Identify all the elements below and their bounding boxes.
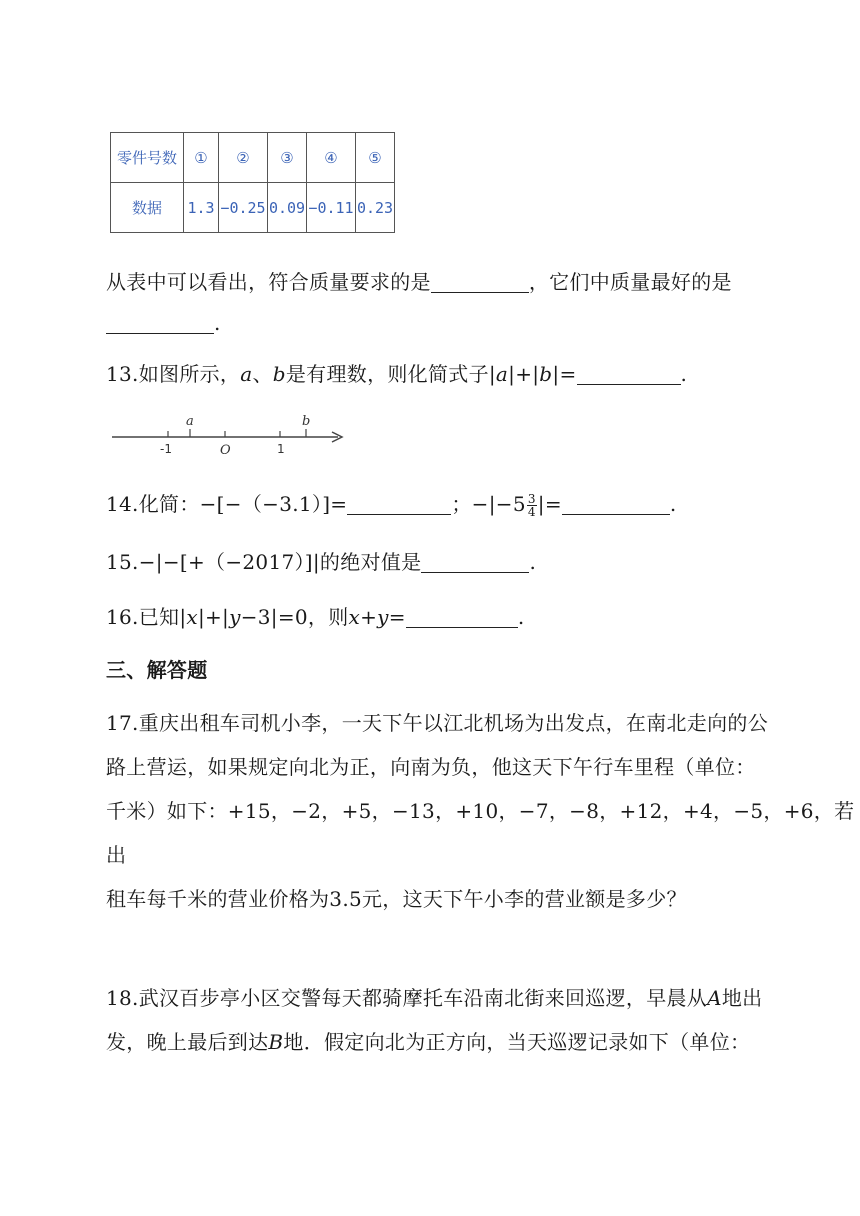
question-16: 16.已知|x|+|y−3|=0，则x+y= . (106, 605, 525, 629)
label-a: a (186, 414, 194, 429)
number-line-figure (110, 410, 350, 458)
table-row (111, 183, 395, 233)
label-b: b (302, 414, 311, 429)
answer-blank[interactable] (562, 513, 670, 515)
table-header-cell: ② (219, 133, 268, 183)
question-17-line: 17.重庆出租车司机小李，一天下午以江北机场为出发点，在南北走向的公 (106, 711, 769, 735)
table-cell: −0.11 (307, 183, 356, 233)
answer-blank[interactable] (431, 291, 529, 293)
parts-data-table (110, 132, 395, 233)
table-header-cell: ① (184, 133, 219, 183)
table-header-cell: 零件号数 (111, 133, 184, 183)
table-header-cell: ④ (307, 133, 356, 183)
table-header-cell: ③ (268, 133, 307, 183)
question-18-line: 18.武汉百步亭小区交警每天都骑摩托车沿南北街来回巡逻，早晨从A地出 (106, 986, 763, 1010)
fraction-three-quarters: $\frac{3}{4}$ (527, 492, 536, 519)
question-17-line: 路上营运，如果规定向北为正，向南为负，他这天下午行车里程（单位： (106, 755, 756, 779)
q12-followup: 从表中可以看出，符合质量要求的是 ，它们中质量最好的是 (106, 270, 732, 294)
answer-blank[interactable] (106, 332, 214, 334)
label-one: 1 (277, 442, 285, 456)
question-17-line: 千米）如下：+15，−2，+5，−13，+10，−7，−8，+12，+4，−5，+6，若出 (106, 799, 855, 867)
table-cell: 数据 (111, 183, 184, 233)
answer-blank[interactable] (347, 513, 451, 515)
answer-blank[interactable] (577, 383, 681, 385)
answer-blank[interactable] (406, 626, 518, 628)
q12-followup-line2: . (106, 303, 221, 343)
question-17 (106, 701, 860, 921)
table-cell: 0.23 (356, 183, 395, 233)
question-17-line: 租车每千米的营业价格为3.5元，这天下午小李的营业额是多少？ (106, 887, 687, 911)
table-header-row (111, 133, 395, 183)
question-14: 14.化简：−[−（−3.1）]= ；−|−5 $\frac{3}{4}$ |= . (106, 492, 677, 519)
table-cell: 0.09 (268, 183, 307, 233)
answer-blank[interactable] (421, 571, 529, 573)
question-15: 15.−|−[+（−2017）]|的绝对值是 . (106, 550, 537, 574)
question-18-line: 发，晚上最后到达B地．假定向北为正方向，当天巡逻记录如下（单位： (106, 1030, 751, 1054)
question-13: 13.如图所示，a、b是有理数，则化简式子|a|+|b|= . (106, 362, 688, 386)
section-heading: 三、解答题 (106, 658, 208, 682)
table-cell: −0.25 (219, 183, 268, 233)
table-header-cell: ⑤ (356, 133, 395, 183)
table-cell: 1.3 (184, 183, 219, 233)
label-minus-1: -1 (160, 442, 172, 456)
label-origin: O (220, 443, 231, 458)
question-18 (106, 976, 762, 1064)
